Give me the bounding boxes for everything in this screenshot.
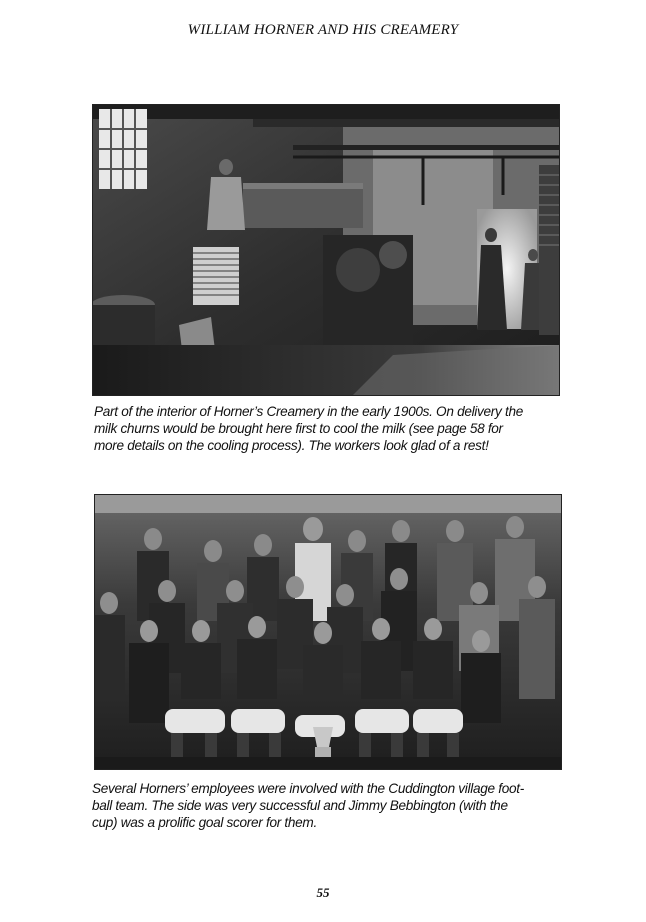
caption-line: Several Horners’ employees were involved with the Cuddington village foot- (92, 781, 524, 796)
creamery-interior-image (93, 105, 559, 395)
creamery-interior-photo (92, 104, 560, 396)
football-team-image (95, 495, 561, 769)
caption-line: more details on the cooling process). The workers look glad of a rest! (94, 438, 489, 453)
football-team-photo (94, 494, 562, 770)
football-team-caption (92, 780, 570, 831)
creamery-interior-caption (94, 403, 572, 454)
running-head: WILLIAM HORNER AND HIS CREAMERY (187, 22, 459, 38)
page-number: 55 (316, 885, 330, 900)
caption-line: Part of the interior of Horner’s Creamery in the early 1900s. On delivery the (94, 404, 523, 419)
caption-line: milk churns would be brought here first to cool the milk (see page 58 for (94, 421, 503, 436)
caption-line: cup) was a prolific goal scorer for them. (92, 815, 317, 830)
caption-line: ball team. The side was very successful and Jimmy Bebbington (with the (92, 798, 508, 813)
